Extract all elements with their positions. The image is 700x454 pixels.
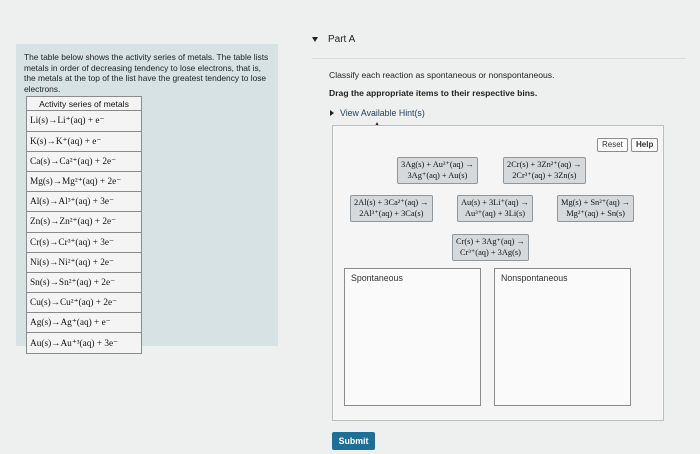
table-row: Ag(s)→Ag⁺(aq) + e⁻ xyxy=(27,313,142,333)
table-row: Li(s)→Li⁺(aq) + e⁻ xyxy=(27,111,142,131)
reaction-products: Mg²⁺(aq) + Sn(s) xyxy=(566,208,625,218)
table-row: Cu(s)→Cu²⁺(aq) + 2e⁻ xyxy=(27,293,142,313)
reaction-tile[interactable] xyxy=(557,195,634,222)
table-row: Ca(s)→Ca²⁺(aq) + 2e⁻ xyxy=(27,151,142,171)
reaction-reactants: Mg(s) + Sn²⁺(aq) → xyxy=(561,198,631,207)
reaction-tile[interactable] xyxy=(397,157,478,184)
table-row: Al(s)→Al³⁺(aq) + 3e⁻ xyxy=(27,192,142,212)
reaction-reactants: 2Cr(s) + 3Zn²⁺(aq) → xyxy=(507,160,582,169)
view-hints-label: View Available Hint(s) xyxy=(340,108,425,118)
expand-triangle-icon xyxy=(330,110,334,116)
nonspontaneous-bin[interactable] xyxy=(494,268,631,406)
divider xyxy=(312,58,686,59)
reaction-tile[interactable] xyxy=(457,195,533,222)
collapse-triangle-icon xyxy=(312,37,318,42)
reaction-reactants: Cr(s) + 3Ag⁺(aq) → xyxy=(456,237,525,246)
table-row: Cr(s)→Cr³⁺(aq) + 3e⁻ xyxy=(27,232,142,252)
spontaneous-bin[interactable] xyxy=(344,268,481,406)
classify-instruction: Classify each reaction as spontaneous or nonspontaneous. xyxy=(329,70,555,80)
part-a-header[interactable] xyxy=(312,34,355,45)
table-row: Mg(s)→Mg²⁺(aq) + 2e⁻ xyxy=(27,171,142,191)
part-a-label: Part A xyxy=(328,34,356,45)
reaction-reactants: 2Al(s) + 3Ca²⁺(aq) → xyxy=(354,198,429,207)
reaction-products: Cr³⁺(aq) + 3Ag(s) xyxy=(459,247,521,257)
reaction-products: 3Ag⁺(aq) + Au(s) xyxy=(407,170,468,180)
submit-button[interactable]: Submit xyxy=(332,432,375,450)
info-panel xyxy=(16,44,278,349)
activity-series-table xyxy=(26,96,142,353)
table-row: K(s)→K⁺(aq) + e⁻ xyxy=(27,131,142,151)
table-row: Sn(s)→Sn²⁺(aq) + 2e⁻ xyxy=(27,272,142,292)
view-hints-link[interactable] xyxy=(330,108,425,118)
help-button[interactable]: Help xyxy=(631,138,658,152)
reaction-reactants: Au(s) + 3Li⁺(aq) → xyxy=(461,198,529,207)
table-row: Au(s)→Au⁺³(aq) + 3e⁻ xyxy=(27,333,142,353)
reset-button[interactable]: Reset xyxy=(597,138,628,152)
reaction-reactants: 3Ag(s) + Au³⁺(aq) → xyxy=(401,160,474,169)
reaction-products: 2Al³⁺(aq) + 3Ca(s) xyxy=(359,208,424,218)
reaction-tile[interactable] xyxy=(503,157,586,184)
drag-drop-workspace xyxy=(332,125,664,421)
nonspontaneous-bin-label: Nonspontaneous xyxy=(501,273,568,283)
reaction-tile[interactable] xyxy=(452,234,529,261)
intro-text: The table below shows the activity series of metals. The table lists metals in order of decreasing tendency to lose electrons, that is, the metals at the top of the list have the greatest tendency to lose electrons. xyxy=(24,52,269,94)
table-header: Activity series of metals xyxy=(27,97,142,111)
table-row: Ni(s)→Ni²⁺(aq) + 2e⁻ xyxy=(27,252,142,272)
drag-instruction: Drag the appropriate items to their respective bins. xyxy=(329,88,538,98)
reaction-products: Au³⁺(aq) + 3Li(s) xyxy=(464,208,526,218)
reaction-tile[interactable] xyxy=(350,195,433,222)
spontaneous-bin-label: Spontaneous xyxy=(351,273,403,283)
reaction-products: 2Cr³⁺(aq) + 3Zn(s) xyxy=(512,170,577,180)
table-row: Zn(s)→Zn²⁺(aq) + 2e⁻ xyxy=(27,212,142,232)
